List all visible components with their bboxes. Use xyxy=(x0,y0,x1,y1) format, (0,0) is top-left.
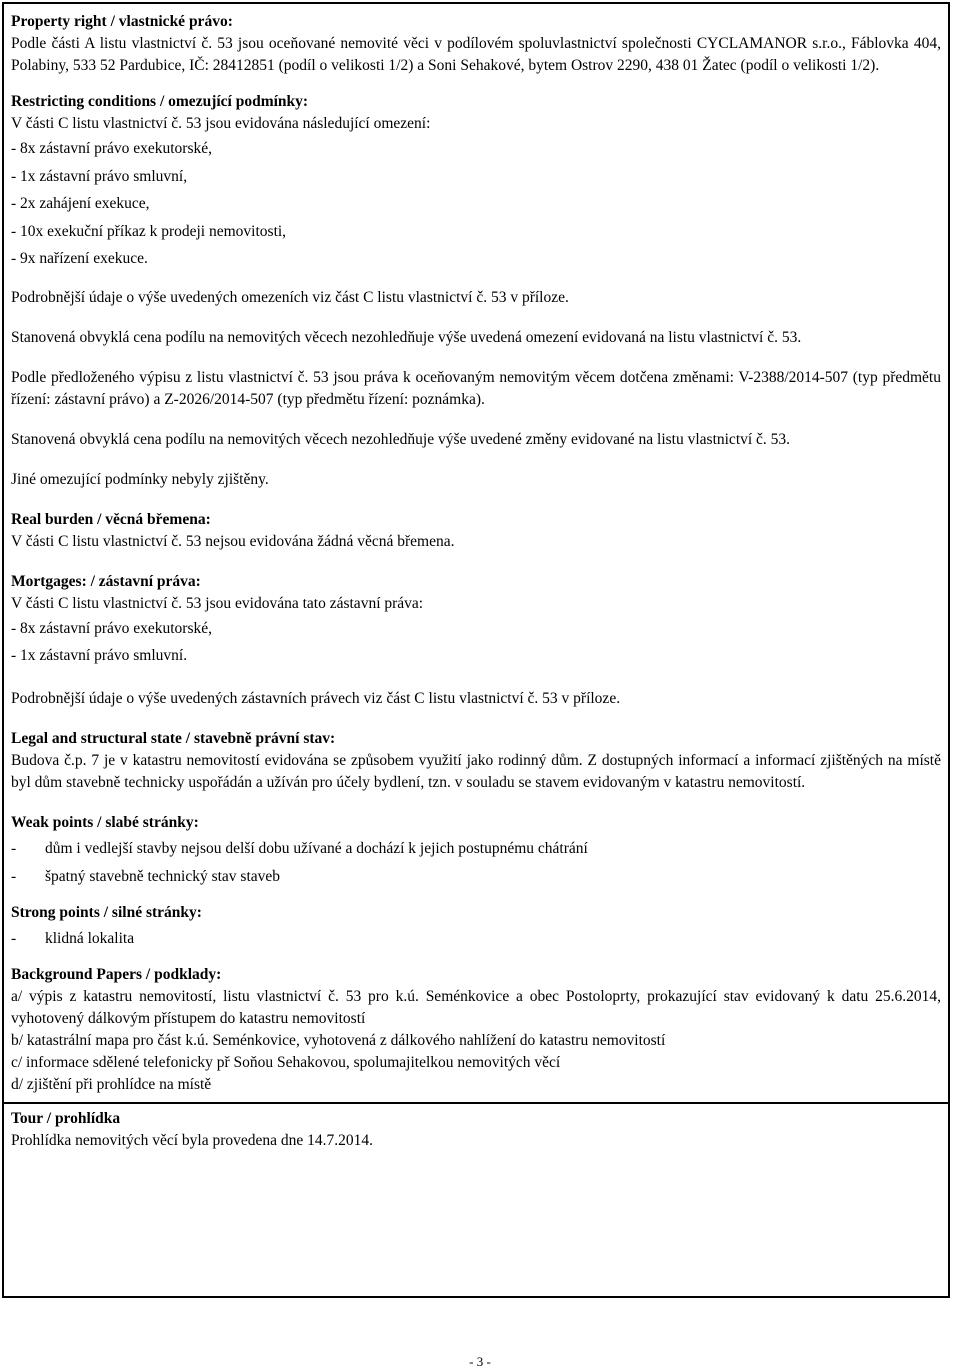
property-right-text: Podle části A listu vlastnictví č. 53 jsou oceňované nemovité věci v podílovém spoluvlastnictví společnosti CYCLAMANOR s.r.o., Fáblovka 404, Polabiny, 533 52 Pardubice, IČ: 28412851 (podíl o velikosti 1/2) a Soni Sehakové, bytem Ostrov 2290, 438 01 Žatec (podíl o velikosti 1/2). xyxy=(11,35,941,74)
restricting-para-2: Stanovená obvyklá cena podílu na nemovitých věcech nezohledňuje výše uvedená omezení evidovaná na listu vlastnictví č. 53. xyxy=(11,328,802,346)
page-number: - 3 - xyxy=(469,1354,491,1369)
section-weak-points xyxy=(11,812,941,888)
weak-point-item xyxy=(11,866,941,888)
mortgages-heading: Mortgages: / zástavní práva: xyxy=(11,572,201,590)
restricting-item: - 10x exekuční příkaz k prodeji nemovitosti, xyxy=(11,222,287,240)
strong-points-heading: Strong points / silné stránky: xyxy=(11,904,202,922)
background-papers-heading: Background Papers / podklady: xyxy=(11,966,222,984)
real-burden-heading: Real burden / věcná břemena: xyxy=(11,510,211,528)
weak-points-heading: Weak points / slabé stránky: xyxy=(11,814,199,832)
legal-state-heading: Legal and structural state / stavebně právní stav: xyxy=(11,730,336,748)
section-restricting xyxy=(11,91,941,273)
mortgages-item: - 1x zástavní právo smluvní. xyxy=(11,647,188,665)
restricting-para-1: Podrobnější údaje o výše uvedených omezeních viz část C listu vlastnictví č. 53 v příloze. xyxy=(11,288,569,306)
weak-point-text: špatný stavebně technický stav staveb xyxy=(45,868,281,886)
section-background-papers xyxy=(11,964,941,1096)
restricting-list xyxy=(11,135,941,273)
strong-point-item xyxy=(11,928,941,950)
restricting-intro: V části C listu vlastnictví č. 53 jsou evidována následující omezení: xyxy=(11,115,431,132)
mortgages-list xyxy=(11,615,941,670)
weak-point-item xyxy=(11,838,941,860)
weak-point-text: dům i vedlejší stavby nejsou delší dobu užívané a dochází k jejich postupnému chátrání xyxy=(45,840,588,858)
restricting-item: - 9x nařízení exekuce. xyxy=(11,250,148,268)
dash-marker: - xyxy=(11,930,17,948)
legal-state-text: Budova č.p. 7 je v katastru nemovitostí evidována se způsobem využití jako rodinný dům. Z dostupných informací a informací zjištěných na místě byl dům stavebně technicky uspořádán a užíván pro účely bydlení, tzn. v souladu se stavem evidovaným v katastru nemovitostí. xyxy=(11,752,941,792)
background-paper-line: c/ informace sdělené telefonicky př Soňou Sehakovou, spolumajitelkou nemovitých věcí xyxy=(11,1054,561,1072)
background-paper-line: a/ výpis z katastru nemovitostí, listu vlastnictví č. 53 pro k.ú. Seménkovice a obec Postoloprty, prokazující stav evidovaný k datu 25.6.2014, vyhotovený dálkovým přístupem do katastru nemovitostí xyxy=(11,988,941,1028)
restricting-item: - 8x zástavní právo exekutorské, xyxy=(11,140,213,157)
real-burden-text: V části C listu vlastnictví č. 53 nejsou evidována žádná věcná břemena. xyxy=(11,532,455,550)
mortgages-para: Podrobnější údaje o výše uvedených zástavních právech viz část C listu vlastnictví č. 53 v příloze. xyxy=(11,690,621,708)
tour-text: Prohlídka nemovitých věcí byla provedena dne 14.7.2014. xyxy=(11,1132,374,1150)
dash-marker: - xyxy=(11,840,17,858)
background-paper-line: b/ katastrální mapa pro část k.ú. Seménkovice, vyhotovená z dálkového nahlížení do katastru nemovitostí xyxy=(11,1032,666,1050)
restricting-heading: Restricting conditions / omezující podmínky: xyxy=(11,93,309,110)
section-real-burden xyxy=(11,509,941,553)
dash-marker: - xyxy=(11,868,17,886)
strong-point-text: klidná lokalita xyxy=(45,930,135,948)
tour-heading: Tour / prohlídka xyxy=(11,1110,121,1128)
restricting-para-4: Stanovená obvyklá cena podílu na nemovitých věcech nezohledňuje výše uvedené změny evidované na listu vlastnictví č. 53. xyxy=(11,430,791,448)
document-frame xyxy=(2,2,950,1298)
section-legal-state xyxy=(11,728,941,794)
property-right-heading: Property right / vlastnické právo: xyxy=(11,13,233,30)
restricting-item: - 1x zástavní právo smluvní, xyxy=(11,167,188,185)
mortgages-item: - 8x zástavní právo exekutorské, xyxy=(11,619,213,637)
section-property-right xyxy=(11,11,941,77)
mortgages-intro: V části C listu vlastnictví č. 53 jsou evidována tato zástavní práva: xyxy=(11,594,424,612)
restricting-para-5: Jiné omezující podmínky nebyly zjištěny. xyxy=(11,470,269,488)
section-tour xyxy=(4,1102,948,1152)
section-strong-points xyxy=(11,902,941,950)
restricting-item: - 2x zahájení exekuce, xyxy=(11,195,150,213)
section-mortgages xyxy=(11,571,941,670)
restricting-para-3: Podle předloženého výpisu z listu vlastnictví č. 53 jsou práva k oceňovaným nemovitým věcem dotčena změnami: V-2388/2014-507 (typ předmětu řízení: zástavní právo) a Z-2026/2014-507 (typ předmětu řízení: poznámka). xyxy=(11,368,941,408)
background-paper-line: d/ zjištění při prohlídce na místě xyxy=(11,1076,212,1094)
